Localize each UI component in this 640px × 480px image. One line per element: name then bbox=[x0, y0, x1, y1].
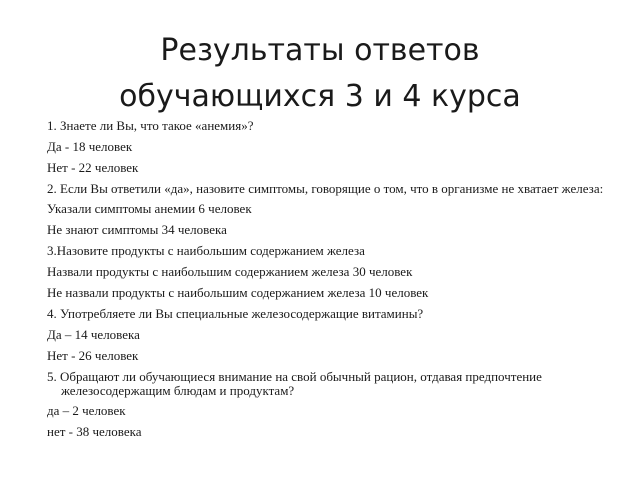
answer-2-unknown: Не знают симптомы 34 человека bbox=[47, 222, 227, 237]
slide-title bbox=[20, 28, 620, 120]
title-line-1: Результаты ответов bbox=[160, 33, 480, 68]
answer-4-no: Нет - 26 человек bbox=[47, 348, 139, 363]
answer-1-no: Нет - 22 человек bbox=[47, 160, 139, 175]
answer-5-no: нет - 38 человека bbox=[47, 424, 142, 439]
answer-2-named: Указали симптомы анемии 6 человек bbox=[47, 201, 252, 216]
answer-1-yes: Да - 18 человек bbox=[47, 139, 133, 154]
question-4: 4. Употребляете ли Вы специальные железосодержащие витамины? bbox=[47, 306, 424, 321]
answer-5-yes: да – 2 человек bbox=[47, 403, 126, 418]
question-1: 1. Знаете ли Вы, что такое «анемия»? bbox=[47, 118, 254, 133]
slide-body bbox=[47, 119, 627, 446]
question-5: 5. Обращают ли обучающиеся внимание на свой обычный рацион, отдавая предпочтение железосодержащим блюдам и продуктам? bbox=[47, 369, 542, 398]
question-3: 3.Назовите продукты с наибольшим содержанием железа bbox=[47, 243, 365, 258]
question-2: 2. Если Вы ответили «да», назовите симптомы, говорящие о том, что в организме не хватает железа: bbox=[47, 181, 604, 196]
title-line-2: обучающихся 3 и 4 курса bbox=[119, 79, 521, 114]
answer-3-not-named: Не назвали продукты с наибольшим содержанием железа 10 человек bbox=[47, 285, 429, 300]
answer-3-named: Назвали продукты с наибольшим содержанием железа 30 человек bbox=[47, 264, 413, 279]
answer-4-yes: Да – 14 человека bbox=[47, 327, 140, 342]
